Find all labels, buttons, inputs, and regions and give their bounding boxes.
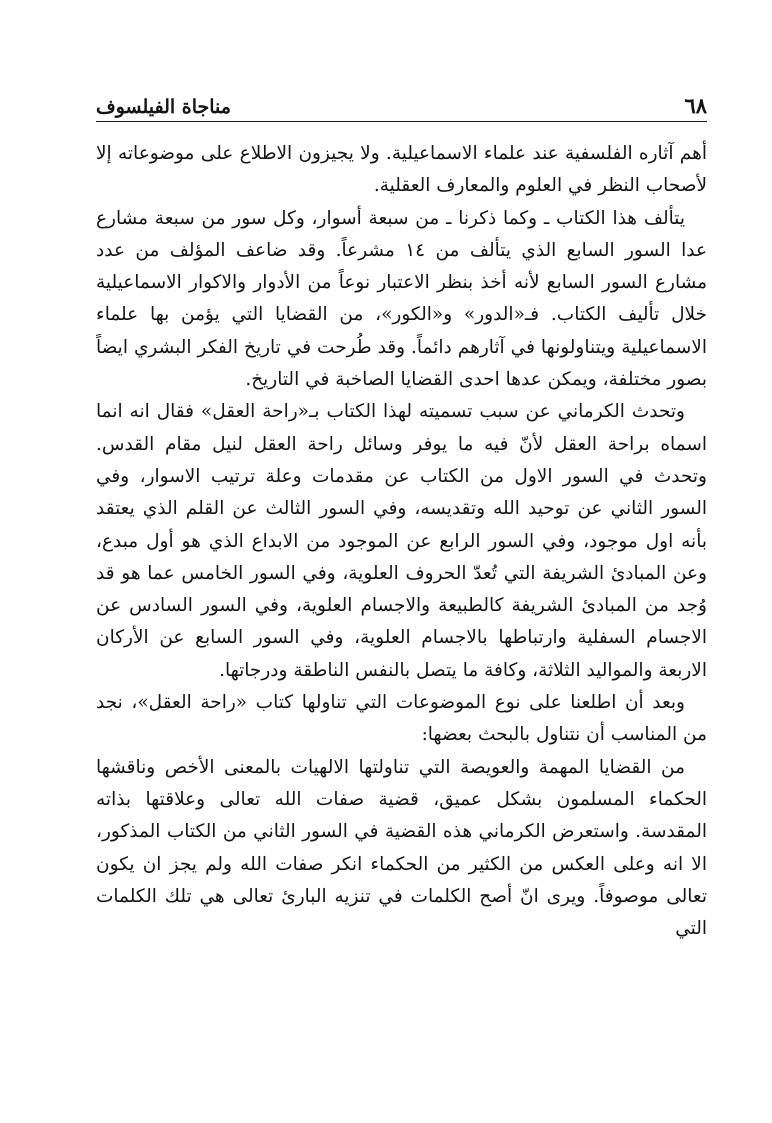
paragraph: وبعد أن اطلعنا على نوع الموضوعات التي تناولها كتاب «راحة العقل»، نجد من المناسب أن نتناول بالبحث بعضها: (96, 692, 707, 746)
running-head-title: مناجاة الفيلسوف (96, 96, 231, 118)
header-rule (96, 121, 707, 122)
running-head (96, 84, 707, 118)
paragraph: يتألف هذا الكتاب ـ وكما ذكرنا ـ من سبعة أسوار، وكل سور من سبعة مشارع عدا السور السابع الذي يتألف من ١٤ مشرعاً. وقد ضاعف المؤلف من عدد مشارع السور السابع لأنه أخذ بنظر الاعتبار نوعاً من الأدوار والاكوار الاسماعيلية خلال تأليف الكتاب. فـ«الدور» و«الكور»، من القضايا التي يؤمن بها علماء الاسماعيلية ويتناولونها في آثارهم دائماً. وقد طُرحت في تاريخ الفكر البشري ايضاً بصور مختلفة، ويمكن عدها احدى القضايا الصاخبة في التاريخ. (96, 207, 707, 391)
page-number: ٦٨ (684, 93, 707, 118)
body-text (96, 138, 707, 945)
paragraph: أهم آثاره الفلسفية عند علماء الاسماعيلية. ولا يجيزون الاطلاع على موضوعاته إلا لأصحاب النظر في العلوم والمعارف العقلية. (96, 143, 707, 197)
paragraph: وتحدث الكرماني عن سبب تسميته لهذا الكتاب بـ«راحة العقل» فقال انه انما اسماه براحة العقل لأنّ فيه ما يوفر وسائل راحة العقل لنيل مقام القدس. وتحدث في السور الاول من الكتاب عن مقدمات وعلة ترتيب الاسوار، وفي السور الثاني عن توحيد الله وتقديسه، وفي السور الثالث عن القلم الذي يعتقد بأنه اول موجود، وفي السور الرابع عن الموجود من الابداع الذي هو أول مبدع، وعن المبادئ الشريفة التي تُعدّ الحروف العلوية، وفي السور الخامس عما هو قد وُجد من المبادئ الشريفة كالطبيعة والاجسام العلوية، وفي السور السادس عن الاجسام السفلية وارتباطها بالاجسام العلوية، وفي السور السابع عن الأركان الاربعة والمواليد الثلاثة، وكافة ما يتصل بالنفس الناطقة ودرجاتها. (96, 401, 707, 681)
paragraph: من القضايا المهمة والعويصة التي تناولتها الالهيات بالمعنى الأخص وناقشها الحكماء المسلمون بشكل عميق، قضية صفات الله تعالى وعلاقتها بذاته المقدسة. واستعرض الكرماني هذه القضية في السور الثاني من الكتاب المذكور، الا انه وعلى العكس من الكثير من الحكماء انكر صفات الله ولم يجز ان يكون تعالى موصوفاً. ويرى انّ أصح الكلمات في تنزيه البارئ تعالى هي تلك الكلمات التي (96, 756, 708, 940)
